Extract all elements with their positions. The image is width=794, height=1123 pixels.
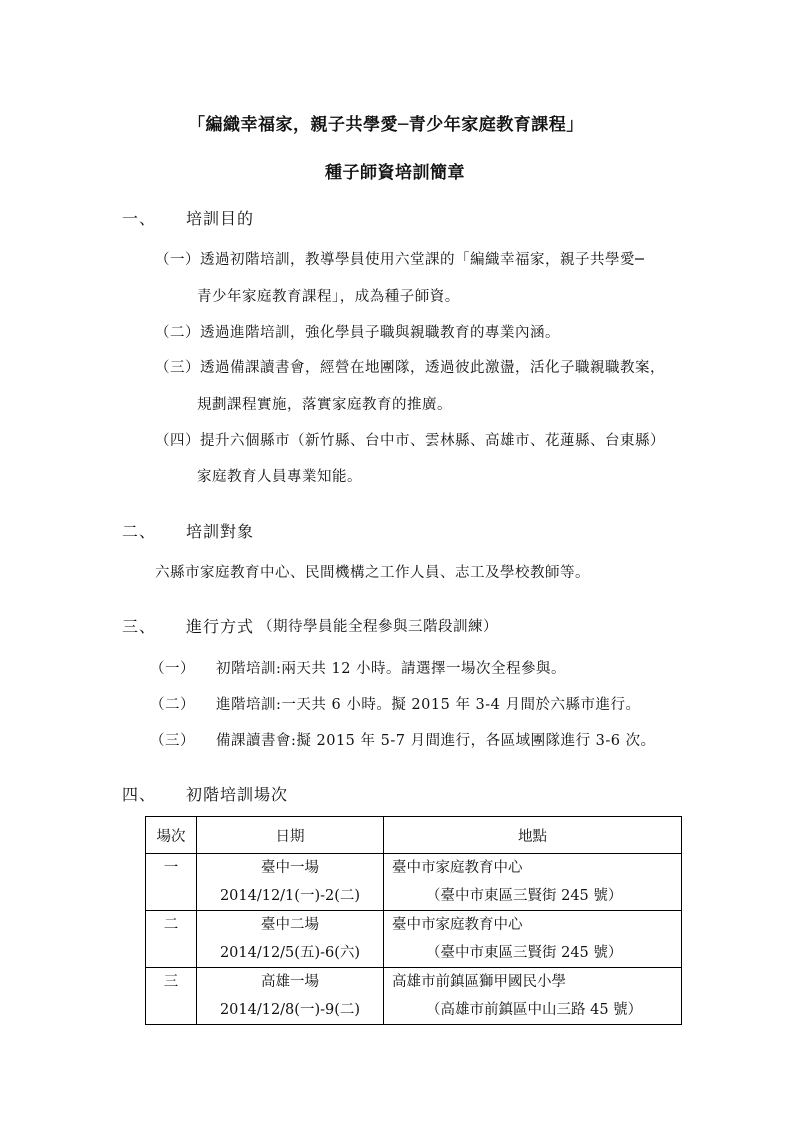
section3-item1-text: 初階培訓:兩天共 12 小時。請選擇一場次全程參與。: [216, 661, 567, 677]
section3-item2-label: （二）: [150, 697, 195, 713]
section3-item3-label: （三）: [150, 733, 195, 749]
session-date-cell: [197, 968, 384, 1025]
table-header-row: [146, 817, 682, 854]
table-row: [146, 911, 682, 968]
table-row: [146, 968, 682, 1025]
session-date-cell: [197, 854, 384, 911]
section1-item3-line1: （三）透過備課讀書會，經營在地團隊，透過彼此激盪，活化子職親職教案，: [155, 360, 665, 376]
session-location-cell: [384, 968, 682, 1025]
session-name: 臺中二場: [261, 917, 319, 933]
session-address: （高雄市前鎮區中山三路 45 號）: [426, 1002, 643, 1018]
section3-note: （期待學員能全程參與三階段訓練）: [258, 619, 498, 635]
section1-item2-line1: （二）透過進階培訓，強化學員子職與親職教育的專業內涵。: [155, 325, 560, 341]
session-address: （臺中市東區三賢街 245 號）: [426, 888, 623, 904]
section2-number: 二、: [122, 522, 157, 541]
table-row: [146, 854, 682, 911]
session-date: 2014/12/8(一)-9(二): [219, 1002, 361, 1018]
session-date: 2014/12/5(五)-6(六): [219, 945, 361, 961]
session-venue: 臺中市家庭教育中心: [392, 917, 523, 933]
header-location: 地點: [384, 817, 682, 854]
section4-number: 四、: [122, 785, 157, 804]
section3-item1-label: （一）: [150, 661, 195, 677]
session-number: 三: [146, 968, 197, 1025]
section1-item4-line2: 家庭教育人員專業知能。: [197, 469, 362, 485]
session-venue: 高雄市前鎮區獅甲國民小學: [392, 974, 566, 990]
section3-heading: 進行方式: [186, 617, 255, 636]
session-venue: 臺中市家庭教育中心: [392, 860, 523, 876]
session-number: 一: [146, 854, 197, 911]
section4-heading: 初階培訓場次: [186, 785, 289, 804]
session-date-cell: [197, 911, 384, 968]
session-table: [145, 816, 682, 1025]
session-name: 高雄一場: [261, 974, 319, 990]
header-session: 場次: [146, 817, 197, 854]
section3-item2-text: 進階培訓:一天共 6 小時。擬 2015 年 3-4 月間於六縣市進行。: [216, 697, 641, 713]
section1-item3-line2: 規劃課程實施，落實家庭教育的推廣。: [197, 397, 452, 413]
document-title: 「編織幸福家，親子共學愛─青少年家庭教育課程」: [188, 115, 584, 135]
section1-item1-line2: 青少年家庭教育課程」，成為種子師資。: [197, 289, 460, 305]
section3-item3-text: 備課讀書會:擬 2015 年 5-7 月間進行，各區域團隊進行 3-6 次。: [216, 733, 656, 749]
section3-number: 三、: [122, 617, 157, 636]
section1-heading: 培訓目的: [186, 209, 255, 228]
section1-item1-line1: （一）透過初階培訓，教導學員使用六堂課的「編織幸福家，親子共學愛─: [155, 252, 645, 268]
section2-text: 六縣市家庭教育中心、民間機構之工作人員、志工及學校教師等。: [155, 565, 590, 581]
section1-item4-line1: （四）提升六個縣市（新竹縣、台中市、雲林縣、高雄市、花蓮縣、台東縣）: [155, 433, 665, 449]
session-location-cell: [384, 911, 682, 968]
header-date: 日期: [197, 817, 384, 854]
session-address: （臺中市東區三賢街 245 號）: [426, 945, 623, 961]
session-number: 二: [146, 911, 197, 968]
document-subtitle: 種子師資培訓簡章: [325, 163, 465, 183]
session-date: 2014/12/1(一)-2(二): [219, 888, 361, 904]
section2-heading: 培訓對象: [186, 522, 255, 541]
session-location-cell: [384, 854, 682, 911]
section1-number: 一、: [122, 209, 157, 228]
session-name: 臺中一場: [261, 860, 319, 876]
